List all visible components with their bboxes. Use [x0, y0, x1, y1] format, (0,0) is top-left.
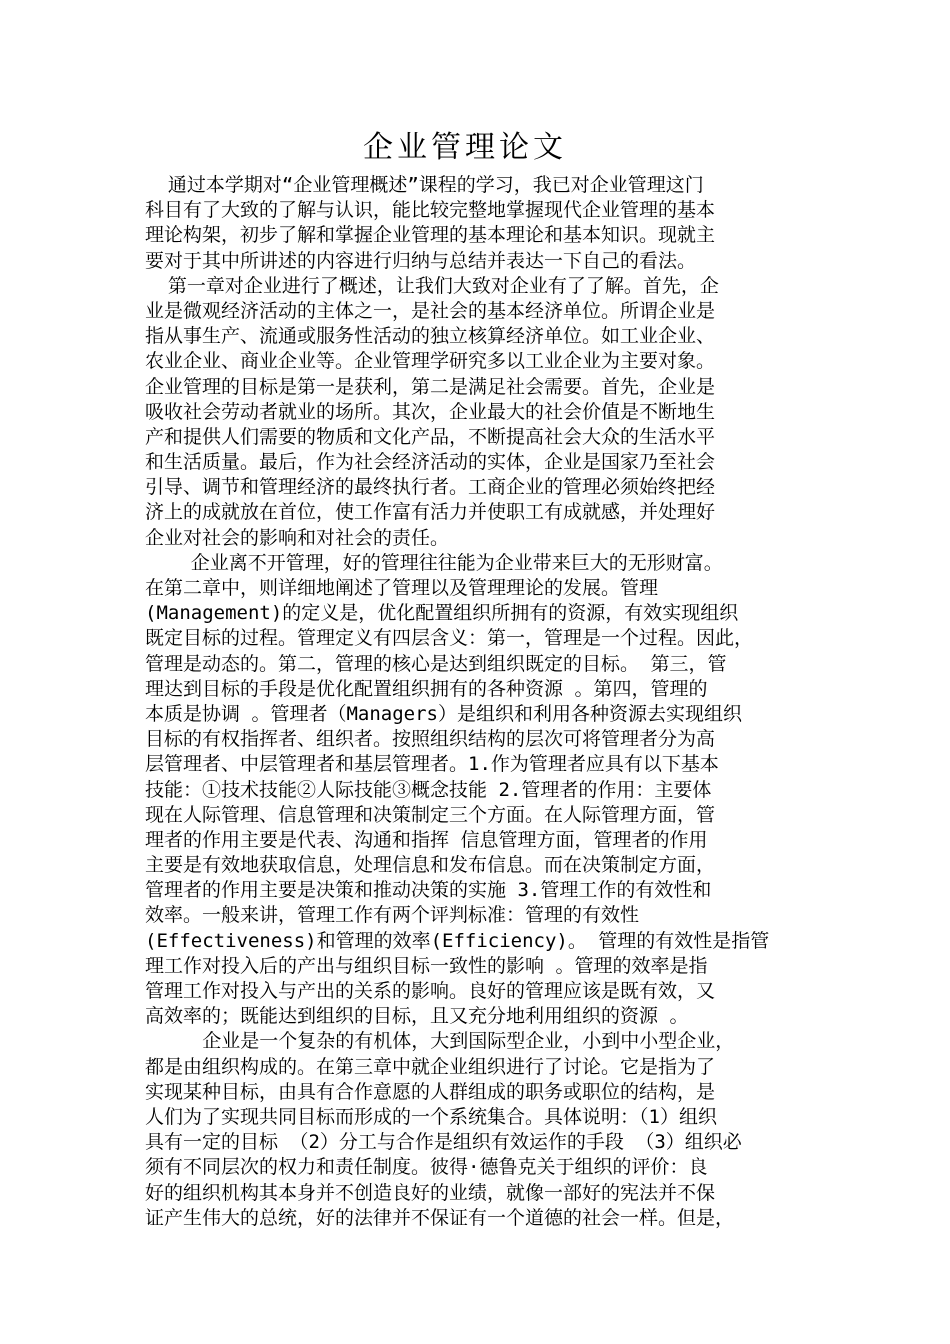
text-line: 企业对社会的影响和对社会的责任。: [145, 526, 450, 549]
text-line: 理达到目标的手段是优化配置组织拥有的各种资源 。第四，管理的: [145, 677, 708, 700]
text-line: 业是微观经济活动的主体之一，是社会的基本经济单位。所谓企业是: [145, 299, 716, 322]
text-line: 和生活质量。最后，作为社会经济活动的实体，企业是国家乃至社会: [145, 451, 716, 474]
text-line: 指从事生产、流通或服务性活动的独立核算经济单位。如工业企业、: [145, 325, 716, 348]
text-line: 理工作对投入后的产出与组织目标一致性的影响 。管理的效率是指: [145, 954, 708, 977]
text-line: 产和提供人们需要的物质和文化产品，不断提高社会大众的生活水平: [145, 425, 716, 448]
text-line: 管理是动态的。第二，管理的核心是达到组织既定的目标。 第三，管: [145, 652, 727, 675]
text-line: 管理工作对投入与产出的关系的影响。良好的管理应该是既有效，又: [145, 980, 716, 1002]
text-line: 都是由组织构成的。在第三章中就企业组织进行了讨论。它是指为了: [145, 1055, 716, 1078]
text-line: 效率。一般来讲，管理工作有两个评判标准：管理的有效性: [145, 904, 640, 927]
text-line: 要对于其中所讲述的内容进行归纳与总结并表达一下自己的看法。: [145, 249, 697, 272]
text-line: 管理者的作用主要是决策和推动决策的实施 3.管理工作的有效性和: [145, 879, 712, 902]
text-line: 通过本学期对“企业管理概述”课程的学习，我已对企业管理这门: [145, 174, 704, 196]
document-body: [145, 173, 810, 1231]
text-line: 现在人际管理、信息管理和决策制定三个方面。在人际管理方面，管: [145, 803, 716, 826]
text-line: 企业离不开管理，好的管理往往能为企业带来巨大的无形财富。: [145, 551, 723, 574]
text-line: 既定目标的过程。管理定义有四层含义：第一，管理是一个过程。因此，: [145, 627, 754, 650]
text-line: 理者的作用主要是代表、沟通和指挥 信息管理方面，管理者的作用: [145, 828, 708, 851]
text-line: 证产生伟大的总统，好的法律并不保证有一个道德的社会一样。但是，: [145, 1206, 735, 1229]
text-line: 企业是一个复杂的有机体，大到国际型企业，小到中小型企业，: [145, 1030, 735, 1053]
text-line: 理论构架，初步了解和掌握企业管理的基本理论和基本知识。现就主: [145, 224, 716, 247]
text-line: 目标的有权指挥者、组织者。按照组织结构的层次可将管理者分为高: [145, 728, 716, 751]
text-line: 人们为了实现共同目标而形成的一个系统集合。具体说明：（1）组织: [145, 1105, 717, 1128]
text-line: 农业企业、商业企业等。企业管理学研究多以工业企业为主要对象。: [145, 350, 716, 373]
text-line: 主要是有效地获取信息，处理信息和发布信息。而在决策制定方面，: [145, 854, 716, 877]
text-line: 科目有了大致的了解与认识，能比较完整地掌握现代企业管理的基本: [145, 199, 716, 222]
text-line: 具有一定的目标 （2）分工与合作是组织有效运作的手段 （3）组织必: [145, 1131, 742, 1154]
text-line: 在第二章中，则详细地阐述了管理以及管理理论的发展。管理: [145, 577, 659, 599]
text-line: 企业管理的目标是第一是获利，第二是满足社会需要。首先，企业是: [145, 375, 716, 398]
text-line: 好的组织机构其本身并不创造良好的业绩，就像一部好的宪法并不保: [145, 1181, 716, 1204]
text-line: 第一章对企业进行了概述，让我们大致对企业有了了解。首先，企: [145, 274, 719, 297]
text-line: 须有不同层次的权力和责任制度。彼得·德鲁克关于组织的评价：良: [145, 1156, 708, 1179]
text-line: 吸收社会劳动者就业的场所。其次，企业最大的社会价值是不断地生: [145, 400, 716, 423]
text-line: 实现某种目标，由具有合作意愿的人群组成的职务或职位的结构，是: [145, 1080, 716, 1103]
text-line: 济上的成就放在首位，使工作富有活力并使职工有成就感，并处理好: [145, 501, 716, 524]
text-line: 高效率的；既能达到组织的目标，且又充分地利用组织的资源 。: [145, 1005, 689, 1028]
text-line: 引导、调节和管理经济的最终执行者。工商企业的管理必须始终把经: [145, 476, 716, 499]
text-line: (Effectiveness)和管理的效率(Efficiency)。 管理的有效性是指管: [145, 929, 770, 952]
text-line: 本质是协调 。管理者（Managers）是组织和利用各种资源去实现组织: [145, 702, 742, 725]
document-title: 企业管理论文: [363, 130, 567, 165]
text-line: 技能：①技术技能②人际技能③概念技能 2.管理者的作用：主要体: [145, 778, 712, 801]
text-line: (Management)的定义是，优化配置组织所拥有的资源，有效实现组织: [145, 602, 739, 625]
text-line: 层管理者、中层管理者和基层管理者。1.作为管理者应具有以下基本: [145, 753, 719, 776]
